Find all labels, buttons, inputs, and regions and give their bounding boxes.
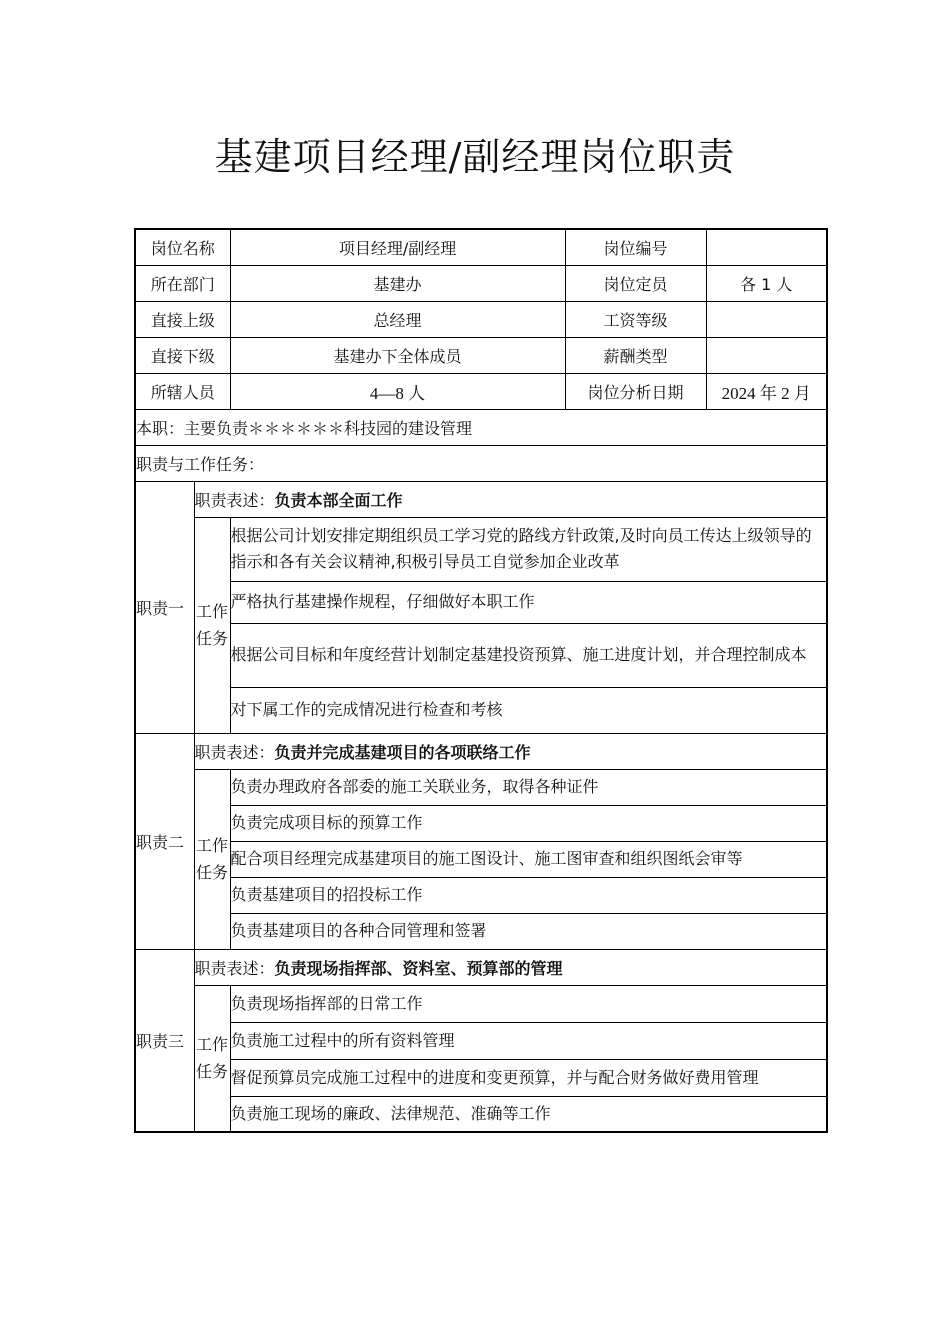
- task-row: [135, 985, 827, 1022]
- duty-name: 职责二: [135, 733, 194, 949]
- task-label: 工作任务: [194, 985, 230, 1132]
- duty-desc-row: [135, 733, 827, 769]
- task-item: 负责办理政府各部委的施工关联业务，取得各种证件: [230, 769, 827, 805]
- duty-desc-row: [135, 481, 827, 517]
- task-item: 负责完成项目标的预算工作: [230, 805, 827, 841]
- info-value: 总经理: [230, 301, 565, 337]
- task-item: 负责施工过程中的所有资料管理: [230, 1022, 827, 1059]
- task-row: [135, 769, 827, 805]
- info-value: 4—8 人: [230, 373, 565, 409]
- task-row: [135, 841, 827, 877]
- info-label: 岗位编号: [565, 229, 706, 265]
- task-item: 对下属工作的完成情况进行检查和考核: [230, 687, 827, 733]
- task-item: 根据公司计划安排定期组织员工学习党的路线方针政策,及时向员工传达上级领导的指示和各有关会议精神,积极引导员工自觉参加企业改革: [230, 517, 827, 581]
- duty-desc: [194, 949, 827, 985]
- task-label: 工作任务: [194, 769, 230, 949]
- task-label: 工作任务: [194, 517, 230, 733]
- task-row: [135, 1096, 827, 1132]
- main-duty-row: [135, 409, 827, 445]
- duties-header-row: [135, 445, 827, 481]
- info-value: 项目经理/副经理: [230, 229, 565, 265]
- duty-name: 职责三: [135, 949, 194, 1132]
- desc-prefix: 职责表述：: [194, 490, 275, 510]
- duty-desc: [194, 733, 827, 769]
- info-label: 岗位定员: [565, 265, 706, 301]
- task-row: [135, 1059, 827, 1096]
- task-item: 督促预算员完成施工过程中的进度和变更预算，并与配合财务做好费用管理: [230, 1059, 827, 1096]
- task-row: [135, 517, 827, 581]
- info-value: 各 1 人: [706, 265, 827, 301]
- task-item: 严格执行基建操作规程，仔细做好本职工作: [230, 581, 827, 623]
- task-row: [135, 913, 827, 949]
- job-description-table: [134, 228, 828, 1133]
- desc-text: 负责并完成基建项目的各项联络工作: [274, 742, 531, 762]
- info-label: 直接上级: [135, 301, 230, 337]
- info-label: 直接下级: [135, 337, 230, 373]
- duties-header: 职责与工作任务：: [135, 445, 827, 481]
- task-row: [135, 877, 827, 913]
- info-label: 所在部门: [135, 265, 230, 301]
- task-row: [135, 805, 827, 841]
- info-value: 基建办: [230, 265, 565, 301]
- task-item: 配合项目经理完成基建项目的施工图设计、施工图审查和组织图纸会审等: [230, 841, 827, 877]
- info-label: 岗位名称: [135, 229, 230, 265]
- info-label: 薪酬类型: [565, 337, 706, 373]
- desc-prefix: 职责表述：: [194, 958, 275, 978]
- info-row: [135, 229, 827, 265]
- info-row: [135, 265, 827, 301]
- task-row: [135, 623, 827, 687]
- task-item: 负责基建项目的各种合同管理和签署: [230, 913, 827, 949]
- info-label: 所辖人员: [135, 373, 230, 409]
- desc-text: 负责本部全面工作: [274, 490, 403, 510]
- info-value: [706, 337, 827, 373]
- info-value: 基建办下全体成员: [230, 337, 565, 373]
- task-item: 负责施工现场的廉政、法律规范、准确等工作: [230, 1096, 827, 1132]
- info-value: [706, 229, 827, 265]
- info-value: [706, 301, 827, 337]
- info-row: [135, 337, 827, 373]
- desc-text: 负责现场指挥部、资料室、预算部的管理: [274, 958, 563, 978]
- task-row: [135, 581, 827, 623]
- info-value: 2024 年 2 月: [706, 373, 827, 409]
- duty-name: 职责一: [135, 481, 194, 733]
- task-row: [135, 1022, 827, 1059]
- info-label: 工资等级: [565, 301, 706, 337]
- task-item: 根据公司目标和年度经营计划制定基建投资预算、施工进度计划，并合理控制成本: [230, 623, 827, 687]
- info-row: [135, 301, 827, 337]
- desc-prefix: 职责表述：: [194, 742, 275, 762]
- main-duty: 本职：主要负责＊＊＊＊＊＊科技园的建设管理: [135, 409, 827, 445]
- info-label: 岗位分析日期: [565, 373, 706, 409]
- task-item: 负责现场指挥部的日常工作: [230, 985, 827, 1022]
- duty-desc-row: [135, 949, 827, 985]
- info-row: [135, 373, 827, 409]
- task-row: [135, 687, 827, 733]
- duty-desc: [194, 481, 827, 517]
- task-item: 负责基建项目的招投标工作: [230, 877, 827, 913]
- page-title: 基建项目经理/副经理岗位职责: [214, 135, 736, 179]
